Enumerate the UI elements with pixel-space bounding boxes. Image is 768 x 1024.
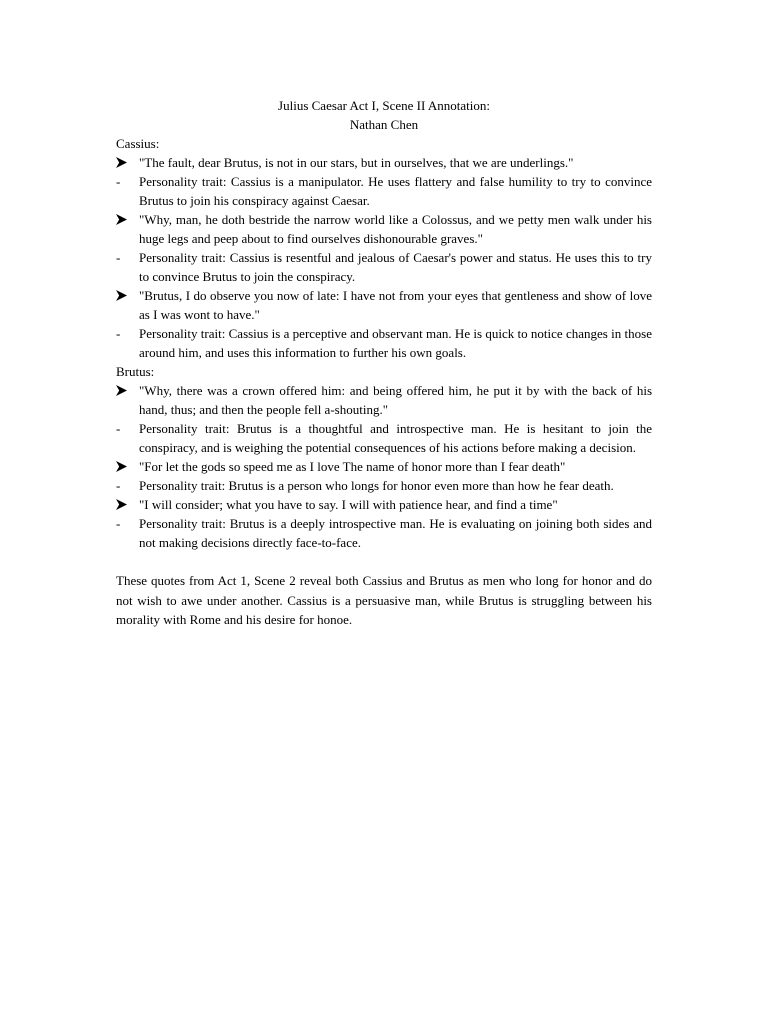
trait-text: Personality trait: Cassius is a perceptive and observant man. He is quick to notice changes in those around him, and uses this information to further his own goals. [139,326,652,360]
document-title: Julius Caesar Act I, Scene II Annotation: [278,98,490,113]
quote-item [116,286,652,324]
annotation-list [116,134,652,552]
dash-bullet: - [116,421,121,436]
trait-item [116,172,652,210]
arrow-bullet-icon [116,210,132,225]
quote-text: "For let the gods so speed me as I love The name of honor more than I fear death" [139,459,566,474]
dash-bullet: - [116,326,121,341]
trait-text: Personality trait: Brutus is a deeply introspective man. He is evaluating on joining both sides and not making decisions directly face-to-face. [139,516,652,550]
dash-bullet: - [116,174,121,189]
section-label: Brutus: [116,364,155,379]
trait-item [116,476,652,495]
arrow-bullet-icon [116,457,132,472]
trait-item [116,324,652,362]
quote-text: "I will consider; what you have to say. I will with patience hear, and find a time" [139,497,558,512]
quote-text: "Why, man, he doth bestride the narrow world like a Colossus, and we petty men walk under his huge legs and peep about to find ourselves dishonourable graves." [139,212,652,246]
section-label: Cassius: [116,136,160,151]
quote-text: "Why, there was a crown offered him: and being offered him, he put it by with the back of his hand, thus; and then the people fell a-shouting." [139,383,652,417]
dash-bullet: - [116,478,121,493]
quote-item [116,210,652,248]
quote-text: "Brutus, I do observe you now of late: I have not from your eyes that gentleness and show of love as I was wont to have." [139,288,652,322]
trait-text: Personality trait: Brutus is a person who longs for honor even more than how he fear death. [139,478,614,493]
arrow-bullet-icon [116,381,132,396]
quote-item [116,381,652,419]
trait-item [116,514,652,552]
trait-item [116,248,652,286]
arrow-bullet-icon [116,286,132,301]
arrow-bullet-icon [116,495,132,510]
quote-item [116,153,652,172]
trait-item [116,419,652,457]
quote-text: "The fault, dear Brutus, is not in our stars, but in ourselves, that we are underlings." [139,155,574,170]
arrow-bullet-icon [116,153,132,168]
dash-bullet: - [116,516,121,531]
document-author: Nathan Chen [349,117,419,132]
quote-item [116,495,652,514]
trait-text: Personality trait: Brutus is a thoughtful and introspective man. He is hesitant to join the conspiracy, and is weighing the potential consequences of his actions before making a decision. [139,421,652,455]
trait-text: Personality trait: Cassius is a manipulator. He uses flattery and false humility to try to convince Brutus to join his conspiracy against Caesar. [139,174,652,208]
summary-paragraph: These quotes from Act 1, Scene 2 reveal both Cassius and Brutus as men who long for honor and do not wish to awe under another. Cassius is a persuasive man, while Brutus is struggling between his morality with Rome and his desire for honoe. [116,573,652,627]
dash-bullet: - [116,250,121,265]
trait-text: Personality trait: Cassius is resentful and jealous of Caesar's power and status. He uses this to try to convince Brutus to join the conspiracy. [139,250,652,284]
quote-item [116,457,652,476]
document-page [116,96,652,630]
